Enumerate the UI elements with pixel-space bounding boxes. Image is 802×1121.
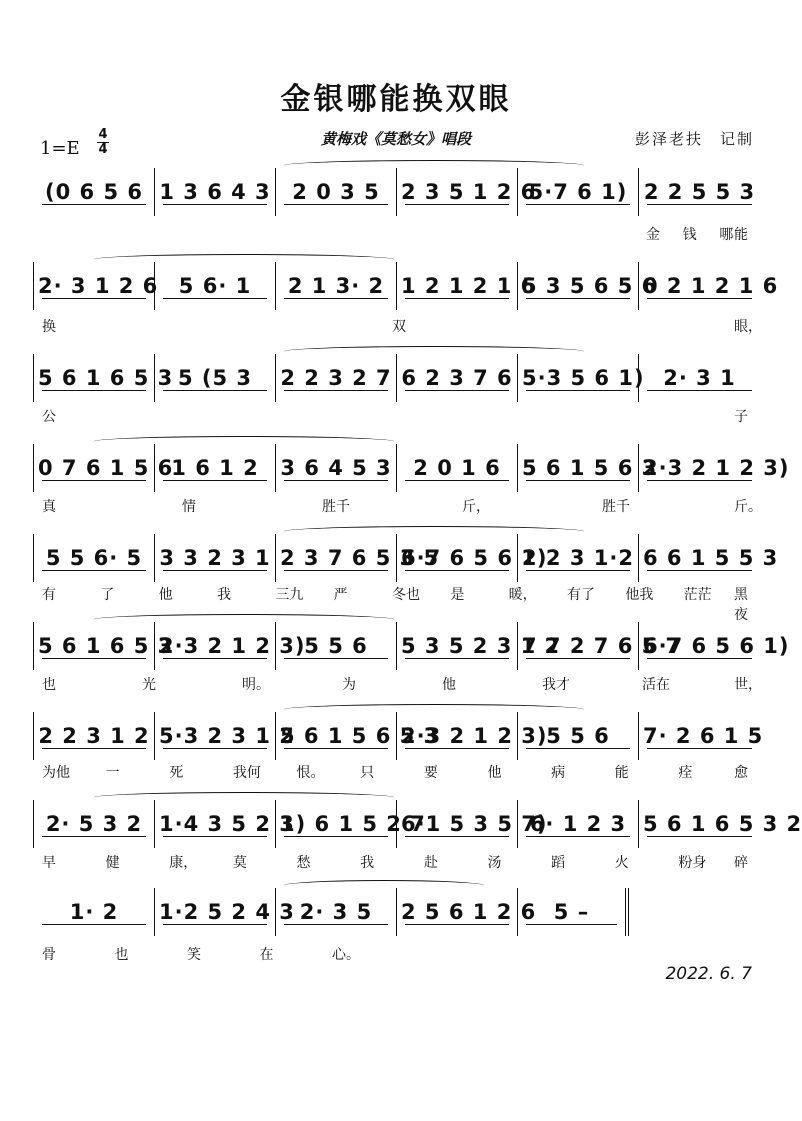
measure-notes: 6 6 1 5 5 3 [643, 546, 779, 570]
measure-notes: 1·2 5 2 4 3 [159, 900, 295, 924]
measure-notes: 2 2 3 2 7 [280, 366, 392, 390]
measure [155, 622, 306, 670]
measure-notes: 2 1 3· 2 [287, 274, 385, 298]
measure [155, 444, 276, 492]
lyric-syllable: 碎 [734, 855, 748, 871]
beam-line [42, 204, 146, 205]
measure-notes: 5·7 6 1) [528, 180, 628, 204]
beam-line [42, 390, 146, 391]
measure-notes: 3 3 2 3 1 [159, 546, 271, 570]
measure [518, 534, 639, 582]
lyric-syllable: 只 [360, 765, 375, 781]
beam-line [405, 570, 509, 571]
measure [639, 168, 760, 216]
lyric-syllable: 严 [333, 587, 348, 603]
beam-line [163, 570, 267, 571]
measure [276, 712, 440, 760]
beam-line [647, 658, 752, 659]
lyric-syllable: 胜千 [602, 499, 630, 515]
lyric-syllable: 病 [551, 765, 566, 781]
lyric-syllable: 我才 [542, 677, 570, 693]
measure-notes: 5 6 1 6 5 3 2 [643, 812, 802, 836]
system-start-barline [33, 354, 34, 402]
beam-line [405, 204, 509, 205]
lyric-syllable: 有 [42, 587, 56, 603]
measure [276, 354, 397, 402]
time-signature-top: 4 [98, 127, 108, 142]
score-system [34, 534, 779, 582]
measure [397, 888, 537, 936]
lyric-syllable: 痊 [678, 765, 693, 781]
beam-line [647, 836, 752, 837]
measure-notes: 5 5 6 [546, 724, 610, 748]
beam-line [284, 836, 388, 837]
measure-notes: 0 7 6 1 5 6 [38, 456, 174, 480]
measure [518, 622, 682, 670]
measure-notes: (0 6 5 6 [45, 180, 143, 204]
system-start-barline [33, 622, 34, 670]
beam-line [42, 836, 146, 837]
system-start-barline [33, 712, 34, 760]
beam-line [284, 748, 388, 749]
lyric-line [34, 224, 760, 246]
measure [155, 168, 276, 216]
measure [518, 168, 639, 216]
measure-notes: 5 5 6 [304, 634, 368, 658]
lyric-syllable: 他我 [625, 587, 654, 603]
key-signature: 1=E [40, 138, 80, 159]
beam-line [284, 480, 388, 481]
slur-mark [284, 526, 584, 537]
measure [276, 800, 426, 848]
beam-line [405, 836, 509, 837]
lyric-syllable: 汤 [487, 855, 502, 871]
measure [397, 444, 518, 492]
measure [34, 444, 174, 492]
measure-notes: 1 6 1 2 [171, 456, 259, 480]
beam-line [42, 924, 146, 925]
measure [639, 262, 779, 310]
measure-notes: 6·1 5 3 5 7) [401, 812, 548, 836]
measure-notes: 6· 1 2 3 [529, 812, 627, 836]
lyric-syllable: 胜千 [322, 499, 350, 515]
measure-notes: 2 2 5 5 3 [643, 180, 756, 204]
measure [34, 712, 155, 760]
page-title: 金银哪能换双眼 [280, 82, 512, 117]
lyric-syllable: 在 [259, 947, 274, 963]
beam-line [284, 570, 388, 571]
lyric-syllable: 我 [360, 855, 375, 871]
measure-notes: 2·3 2 1 2 3) [643, 456, 790, 480]
measure [397, 622, 561, 670]
beam-line [647, 298, 752, 299]
beam-line [526, 390, 630, 391]
measure-notes: 5 6· 1 [178, 274, 252, 298]
measure-notes: 2· 5 3 2 [45, 812, 143, 836]
measure [518, 262, 658, 310]
lyric-syllable: 蹈 [551, 855, 566, 871]
lyric-syllable: 斤。 [734, 499, 762, 515]
measure-notes: 6·7 6 5 6 1) [643, 634, 790, 658]
lyric-syllable: 冬也 [392, 587, 420, 603]
lyric-syllable: 愈 [734, 765, 748, 781]
measure [397, 262, 537, 310]
beam-line [526, 204, 630, 205]
beam-line [284, 390, 388, 391]
measure-notes: 0 2 1 2 1 6 [643, 274, 779, 298]
beam-line [405, 480, 509, 481]
lyric-syllable: 我 [217, 587, 231, 603]
date: 2022. 6. 7 [665, 964, 752, 984]
beam-line [647, 480, 752, 481]
lyric-syllable: 为 [342, 677, 356, 693]
measure-notes: 5 6 1 6 5 3 [38, 366, 174, 390]
measure-notes: 5 5 6· 5 [45, 546, 143, 570]
measure [518, 712, 639, 760]
lyric-syllable: 光 [142, 677, 156, 693]
score-system [34, 712, 764, 760]
beam-line [42, 748, 146, 749]
measure-notes: 2· 3 1 2 6 [38, 274, 159, 298]
lyric-syllable: 真 [42, 499, 56, 515]
lyric-line [34, 496, 760, 518]
beam-line [405, 748, 509, 749]
score-system [34, 168, 760, 216]
lyric-line [34, 674, 760, 696]
measure [276, 888, 397, 936]
lyric-syllable: 笑 [187, 947, 201, 963]
measure [639, 534, 779, 582]
beam-line [42, 298, 146, 299]
lyric-syllable: 赴 [423, 855, 438, 871]
lyric-syllable: 了 [100, 587, 115, 603]
lyric-syllable: 粉身 [678, 855, 707, 871]
measure-notes: 1 3 6 4 3 [159, 180, 271, 204]
measure [34, 800, 155, 848]
measure [34, 622, 174, 670]
slur-mark [94, 254, 394, 265]
system-start-barline [33, 262, 34, 310]
measure-notes: 5 3 5 2 3 1 2 [401, 634, 561, 658]
lyric-syllable: 钱 [682, 227, 697, 243]
measure-notes: 2 0 1 6 [413, 456, 501, 480]
system-start-barline [33, 800, 34, 848]
system-start-barline [33, 444, 34, 492]
lyric-line [34, 584, 760, 623]
beam-line [284, 298, 388, 299]
lyric-syllable: 也 [42, 677, 56, 693]
measure [397, 534, 548, 582]
beam-line [647, 204, 752, 205]
score-system [34, 262, 779, 310]
measure [155, 534, 276, 582]
measure [155, 354, 276, 402]
lyric-syllable: 换 [42, 319, 56, 335]
measure-notes: 2· 3 1 [663, 366, 736, 390]
measure-notes: 5 3 5 6 5 6 [522, 274, 658, 298]
measure-notes: 2 5 6 1 2 6 [401, 900, 537, 924]
measure [34, 168, 155, 216]
measure-notes: 1·4 3 5 2 3 [159, 812, 295, 836]
lyric-syllable: 火 [614, 855, 629, 871]
lyric-syllable: 世， [734, 677, 762, 693]
slur-mark [94, 436, 394, 447]
lyric-syllable: 健 [105, 855, 120, 871]
measure [155, 712, 295, 760]
beam-line [163, 924, 267, 925]
measure [397, 712, 548, 760]
beam-line [526, 748, 630, 749]
beam-line [405, 658, 509, 659]
lyric-syllable: 金 [646, 227, 660, 243]
measure [34, 354, 174, 402]
measure [397, 800, 548, 848]
measure [276, 534, 440, 582]
beam-line [405, 924, 509, 925]
beam-line [526, 570, 630, 571]
beam-line [526, 298, 630, 299]
beam-line [647, 390, 752, 391]
measure [155, 800, 295, 848]
beam-line [163, 480, 267, 481]
lyric-line [34, 406, 760, 428]
lyric-syllable: 哪 [719, 227, 734, 243]
beam-line [163, 748, 267, 749]
lyric-syllable: 恨。 [296, 765, 325, 781]
measure-notes: 2· 3 5 [299, 900, 373, 924]
beam-line [163, 390, 267, 391]
measure [155, 262, 276, 310]
lyric-syllable: 双 [392, 319, 406, 335]
lyric-syllable: 暖， [508, 587, 537, 603]
lyric-syllable: 公 [42, 409, 56, 425]
lyric-syllable: 骨 [42, 947, 56, 963]
measure [639, 444, 790, 492]
measure-notes: 7· 2 6 1 5 [643, 724, 764, 748]
measure [276, 168, 397, 216]
measure [276, 262, 397, 310]
measure-notes: 2·3 2 1 2 3) [159, 634, 306, 658]
beam-line [526, 480, 630, 481]
beam-line [284, 204, 388, 205]
measure [276, 444, 397, 492]
beam-line [526, 658, 630, 659]
measure-notes: 5 6 1 5 6 5 3 [280, 724, 440, 748]
measure-notes: 2 0 3 5 [292, 180, 380, 204]
beam-line [42, 658, 146, 659]
beam-line [42, 480, 146, 481]
beam-line [163, 836, 267, 837]
lyric-syllable: 他 [442, 677, 456, 693]
beam-line [647, 748, 752, 749]
slur-mark [284, 704, 584, 715]
subtitle: 黄梅戏《莫愁女》唱段 [320, 130, 471, 148]
measure-notes: 2 2 3 1·2 [522, 546, 634, 570]
measure [639, 800, 802, 848]
measure-notes: 1) 6 1 5 2 7 [280, 812, 426, 836]
score-system [34, 444, 790, 492]
lyric-syllable: 莫 [232, 855, 247, 871]
lyric-syllable: 愁 [296, 855, 311, 871]
measure [639, 354, 760, 402]
measure-notes: 5·3 5 6 1) [522, 366, 645, 390]
measure [518, 444, 658, 492]
lyric-line [34, 762, 760, 784]
slur-mark [284, 160, 584, 171]
lyric-syllable: 他 [158, 587, 173, 603]
measure-notes: 7 7 2 7 6 5 7 [522, 634, 682, 658]
measure [518, 888, 629, 936]
lyric-syllable: 有了 [567, 587, 595, 603]
measure-notes: 1· 2 [69, 900, 119, 924]
lyric-syllable: 茫茫 [683, 587, 712, 603]
lyric-syllable: 活在 [642, 677, 670, 693]
measure-notes: 1 2 1 2 1 6 [401, 274, 537, 298]
system-start-barline [33, 534, 34, 582]
measure [34, 262, 159, 310]
measure-notes: 2 2 3 1 2 [38, 724, 150, 748]
beam-line [163, 204, 267, 205]
lyric-syllable: 子 [734, 409, 748, 425]
lyric-syllable: 三九 [275, 587, 304, 603]
lyric-syllable: 也 [114, 947, 129, 963]
beam-line [163, 658, 267, 659]
measure-notes: 3 6 4 5 3 [280, 456, 392, 480]
measure-notes: 2 3 5 1 2 6 [401, 180, 537, 204]
lyric-syllable: 能 [734, 227, 748, 243]
score-system [34, 622, 790, 670]
measure [518, 800, 639, 848]
lyric-syllable: 黑夜 [734, 587, 748, 623]
measure [639, 712, 764, 760]
beam-line [405, 298, 509, 299]
lyric-syllable: 能 [614, 765, 629, 781]
beam-line [284, 658, 388, 659]
lyric-syllable: 情 [182, 499, 196, 515]
measure [518, 354, 645, 402]
composer-credit: 彭泽老扶 记制 [634, 130, 754, 148]
measure-notes: 5 6 1 5 6 3 [522, 456, 658, 480]
lyric-syllable: 眼， [734, 319, 762, 335]
measure [639, 622, 790, 670]
lyric-syllable: 早 [42, 855, 56, 871]
lyric-syllable: 他 [487, 765, 502, 781]
lyric-syllable: 心。 [332, 947, 360, 963]
score-system [34, 800, 802, 848]
beam-line [42, 570, 146, 571]
lyric-syllable: 我何 [232, 765, 261, 781]
measure-notes: 5 6 1 6 5 3 [38, 634, 174, 658]
lyric-line [34, 316, 760, 338]
measure-notes: 6 2 3 7 6 [401, 366, 513, 390]
measure [397, 168, 537, 216]
measure [155, 888, 295, 936]
lyric-line [34, 852, 760, 874]
measure-notes: 6·7 6 5 6 1) [401, 546, 548, 570]
measure-notes: 5·3 2 3 1 2 [159, 724, 295, 748]
lyric-syllable: 要 [423, 765, 438, 781]
slur-mark [94, 792, 394, 803]
beam-line [526, 836, 630, 837]
score-system [34, 354, 760, 402]
lyric-syllable: 死 [169, 765, 184, 781]
beam-line [526, 924, 617, 925]
lyric-line [34, 944, 760, 966]
measure-notes: 5 (5 3 [177, 366, 253, 390]
lyric-syllable: 是 [450, 587, 465, 603]
measure-notes: 5 – [553, 900, 590, 924]
score-system [34, 888, 760, 936]
measure [397, 354, 518, 402]
measure [34, 888, 155, 936]
measure-notes: 2·3 2 1 2 3) [401, 724, 548, 748]
lyric-syllable: 一 [105, 765, 120, 781]
slur-mark [94, 614, 394, 625]
beam-line [163, 298, 267, 299]
measure-notes: 2 3 7 6 5 3 5 [280, 546, 440, 570]
slur-mark [284, 346, 584, 357]
lyric-syllable: 康， [169, 855, 198, 871]
lyric-syllable: 明。 [242, 677, 270, 693]
measure [34, 534, 155, 582]
lyric-syllable: 斤， [462, 499, 490, 515]
time-signature-bottom: 4 [98, 142, 108, 157]
lyric-syllable: 为他 [42, 765, 70, 781]
beam-line [284, 924, 388, 925]
beam-line [405, 390, 509, 391]
beam-line [647, 570, 752, 571]
measure [276, 622, 397, 670]
slur-mark [284, 880, 484, 891]
